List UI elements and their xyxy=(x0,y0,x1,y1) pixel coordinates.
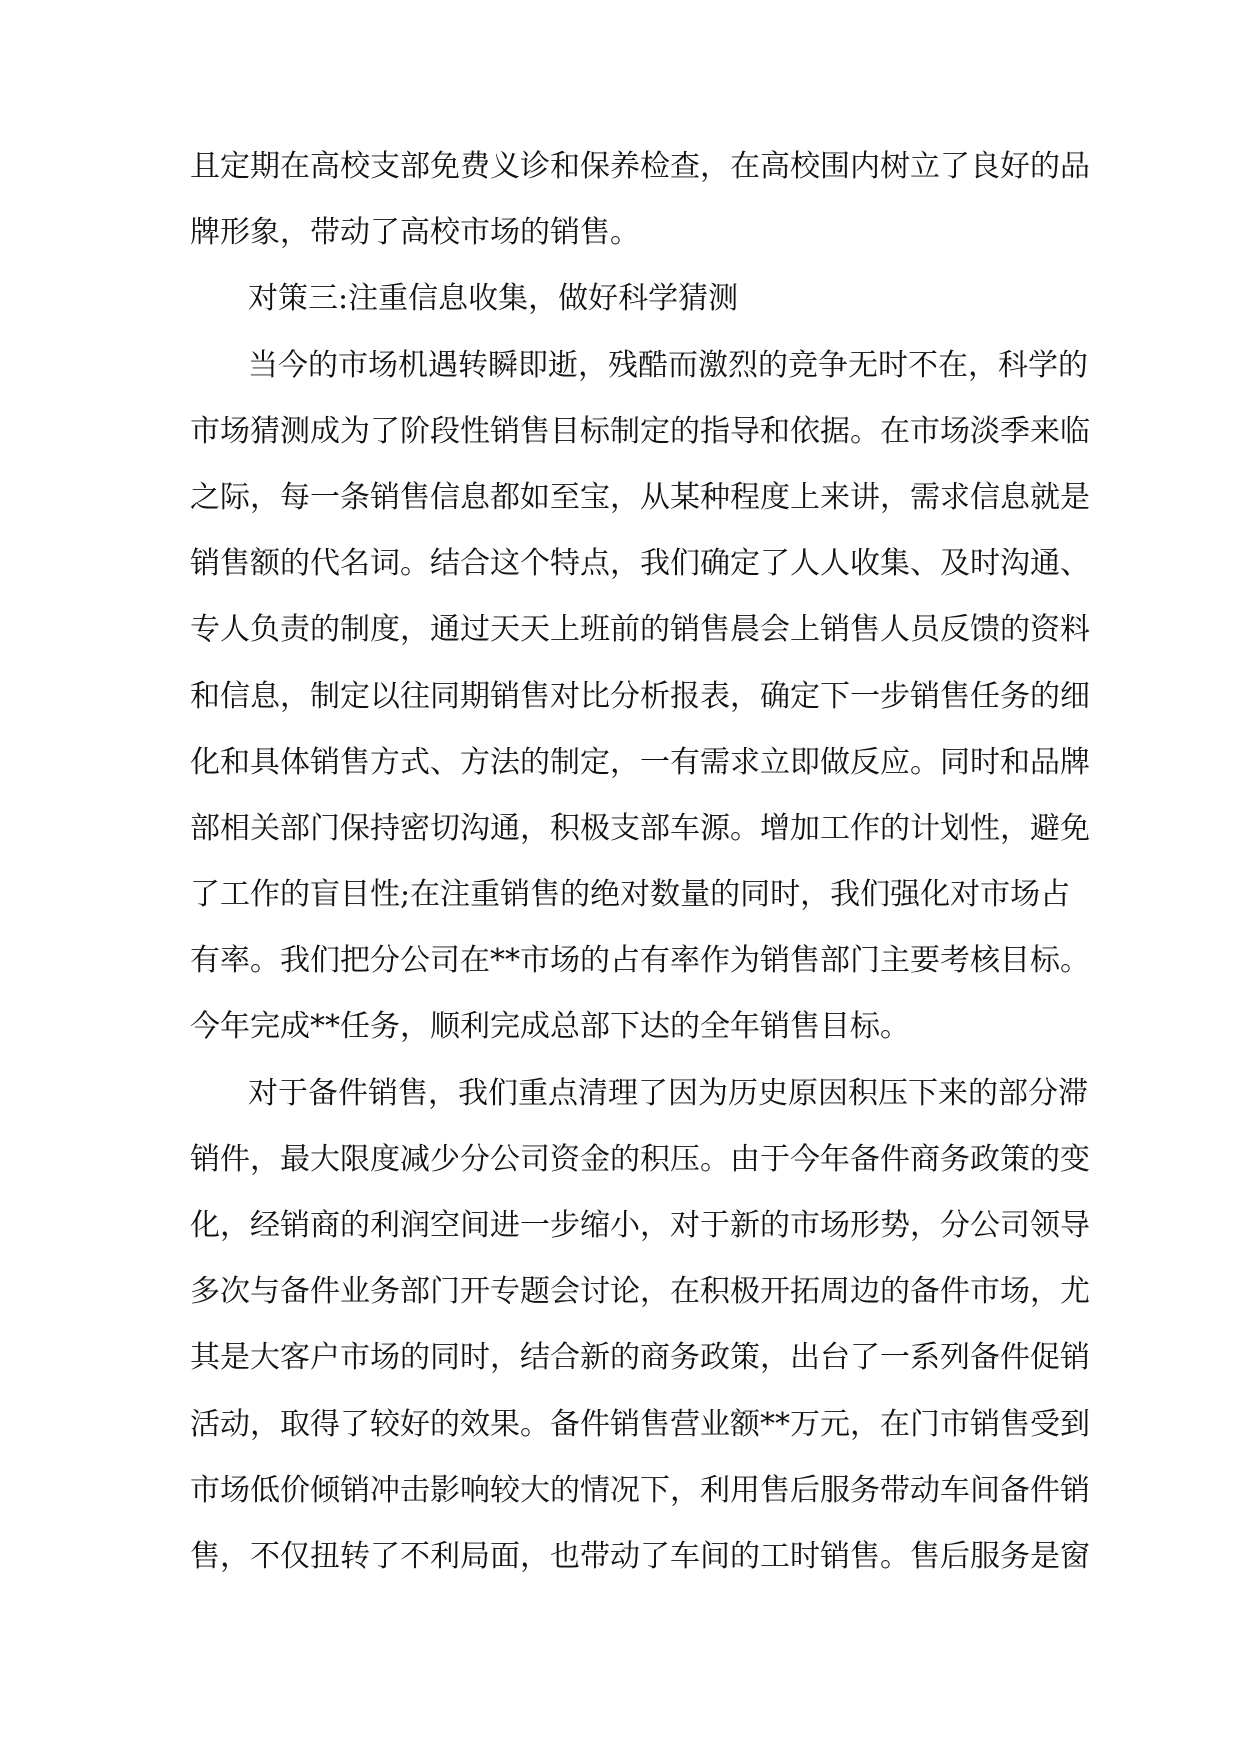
text-line: 牌形象，带动了高校市场的销售。 xyxy=(190,215,640,251)
text-line: 化和具体销售方式、方法的制定，一有需求立即做反应。同时和品牌 xyxy=(190,744,1090,780)
paragraph-market-forecast xyxy=(190,346,1090,1074)
text-line: 对于备件销售，我们重点清理了因为历史原因积压下来的部分滞 xyxy=(248,1075,1088,1111)
text-line: 专人负责的制度，通过天天上班前的销售晨会上销售人员反馈的资料 xyxy=(190,612,1090,648)
text-line: 化，经销商的利润空间进一步缩小，对于新的市场形势，分公司领导 xyxy=(190,1208,1090,1243)
text-line: 之际，每一条销售信息都如至宝，从某种程度上来讲，需求信息就是 xyxy=(190,479,1090,515)
text-line: 了工作的盲目性;在注重销售的绝对数量的同时，我们强化对市场占 xyxy=(190,877,1071,913)
text-line: 市场低价倾销冲击影响较大的情况下，利用售后服务带动车间备件销 xyxy=(190,1472,1090,1508)
text-line: 销件，最大限度减少分公司资金的积压。由于今年备件商务政策的变 xyxy=(190,1141,1090,1177)
text-line: 活动，取得了较好的效果。备件销售营业额**万元，在门市销售受到 xyxy=(190,1406,1090,1442)
text-line: 且定期在高校支部免费义诊和保养检查，在高校围内树立了良好的品 xyxy=(190,149,1090,184)
text-line: 其是大客户市场的同时，结合新的商务政策，出台了一系列备件促销 xyxy=(190,1340,1090,1376)
text-line: 售，不仅扭转了不利局面，也带动了车间的工时销售。售后服务是窗 xyxy=(190,1538,1090,1574)
text-line: 市场猜测成为了阶段性销售目标制定的指导和依据。在市场淡季来临 xyxy=(190,413,1090,449)
section-heading xyxy=(190,279,1060,345)
text-line: 今年完成**任务，顺利完成总部下达的全年销售目标。 xyxy=(190,1009,910,1045)
paragraph-parts-sales xyxy=(190,1074,1090,1604)
heading-text: 对策三:注重信息收集，做好科学猜测 xyxy=(248,281,739,317)
text-line: 销售额的代名词。结合这个特点，我们确定了人人收集、及时沟通、 xyxy=(190,546,1090,582)
paragraph-continuation xyxy=(190,147,1090,279)
text-line: 有率。我们把分公司在**市场的占有率作为销售部门主要考核目标。 xyxy=(190,943,1090,979)
document-body xyxy=(190,147,1090,1603)
text-line: 当今的市场机遇转瞬即逝，残酷而激烈的竞争无时不在，科学的 xyxy=(248,347,1088,383)
text-line: 部相关部门保持密切沟通，积极支部车源。增加工作的计划性，避免 xyxy=(190,810,1090,846)
text-line: 多次与备件业务部门开专题会讨论，在积极开拓周边的备件市场，尤 xyxy=(190,1274,1090,1310)
text-line: 和信息，制定以往同期销售对比分析报表，确定下一步销售任务的细 xyxy=(190,678,1090,714)
